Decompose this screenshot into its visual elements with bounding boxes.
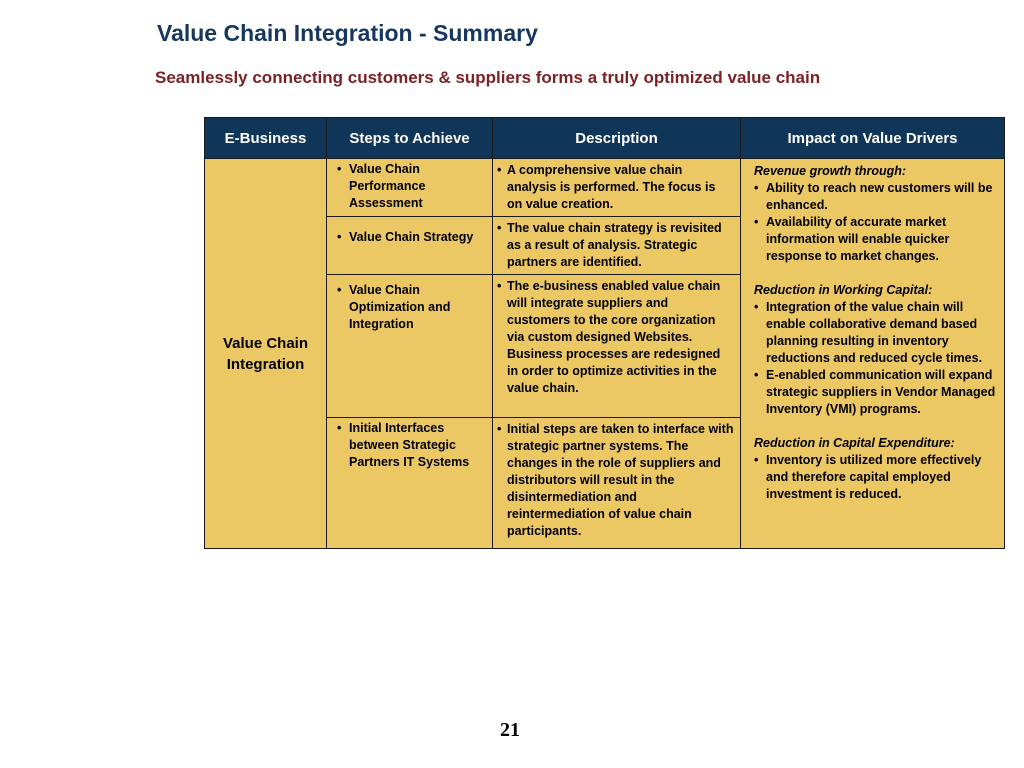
impact-bullet: • Integration of the value chain will enable collaborative demand based planning resulting in inventory reductions and reduced cycle times. [754, 299, 998, 367]
header-ebusiness: E-Business [205, 118, 327, 159]
impact-spacer [754, 418, 998, 435]
description-cell [493, 217, 741, 275]
impact-heading: Revenue growth through: [754, 164, 907, 178]
slide-title: Value Chain Integration - Summary [157, 20, 538, 46]
table-header-row [205, 118, 1005, 159]
header-description: Description [493, 118, 741, 159]
step-item: • Initial Interfaces between Strategic Partners IT Systems [337, 420, 486, 471]
impact-bullet: • Availability of accurate market information will enable quicker response to market changes. [754, 214, 998, 265]
step-cell [327, 159, 493, 217]
ebusiness-cell: Value Chain Integration [205, 159, 327, 549]
header-steps: Steps to Achieve [327, 118, 493, 159]
impact-bullet: • E-enabled communication will expand strategic suppliers in Vendor Managed Inventory (VMI) programs. [754, 367, 998, 418]
step-item: • Value Chain Strategy [337, 229, 486, 246]
step-cell [327, 418, 493, 549]
description-item: • The e-business enabled value chain will integrate suppliers and customers to the core organization via custom designed Websites. Business processes are redesigned in order to optimize activities in the value chain. [497, 278, 734, 397]
impact-bullet: • Ability to reach new customers will be enhanced. [754, 180, 998, 214]
header-impact: Impact on Value Drivers [741, 118, 1005, 159]
description-item: • Initial steps are taken to interface with strategic partner systems. The changes in the role of suppliers and distributors will result in the disintermediation and reintermediation of value chain participants. [497, 421, 734, 540]
description-cell [493, 275, 741, 418]
table-row [205, 159, 1005, 217]
page-number: 21 [500, 719, 520, 741]
description-cell [493, 159, 741, 217]
description-item: • The value chain strategy is revisited as a result of analysis. Strategic partners are identified. [497, 220, 734, 271]
step-cell [327, 275, 493, 418]
description-cell [493, 418, 741, 549]
slide-subtitle: Seamlessly connecting customers & suppliers forms a truly optimized value chain [155, 68, 821, 87]
description-item: • A comprehensive value chain analysis is performed. The focus is on value creation. [497, 162, 734, 213]
value-chain-table [204, 117, 1005, 549]
impact-cell [741, 159, 1005, 549]
step-item: • Value Chain Performance Assessment [337, 161, 486, 212]
step-cell [327, 217, 493, 275]
step-item: • Value Chain Optimization and Integration [337, 282, 486, 333]
impact-bullet: • Inventory is utilized more effectively and therefore capital employed investment is reduced. [754, 452, 998, 503]
impact-heading: Reduction in Capital Expenditure: [754, 436, 955, 450]
impact-spacer [754, 265, 998, 282]
impact-heading: Reduction in Working Capital: [754, 283, 933, 297]
